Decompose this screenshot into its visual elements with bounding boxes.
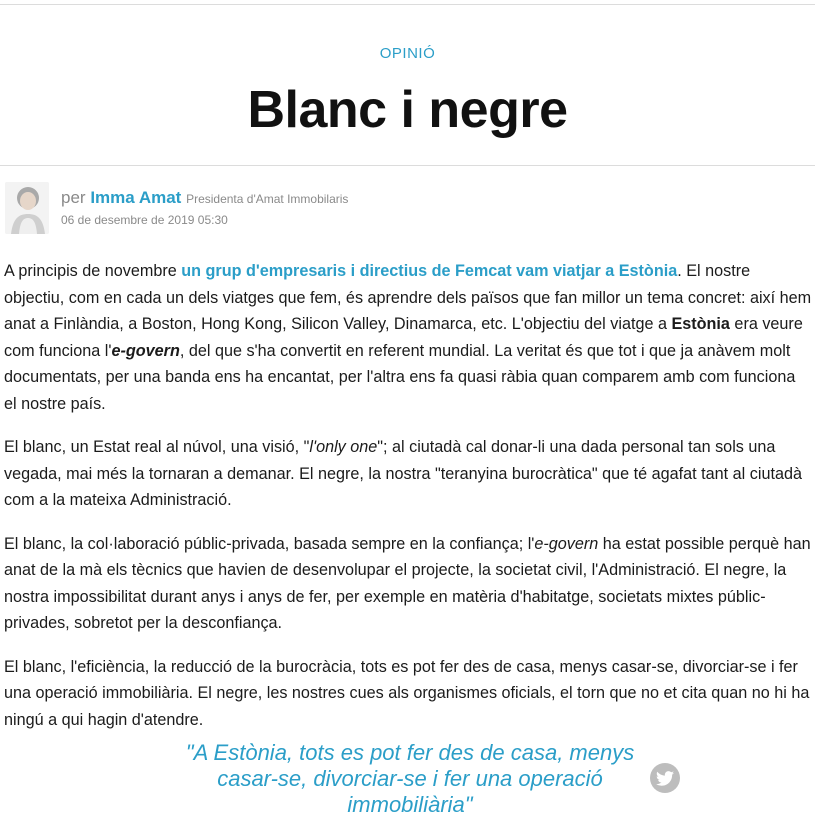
publish-date: 06 de desembre de 2019 05:30 [61, 213, 228, 227]
author-avatar[interactable] [5, 182, 49, 234]
text-run: era veure com funciona l' [4, 315, 803, 360]
article-title: Blanc i negre [247, 81, 568, 139]
text-run: . El nostre objectiu, com en cada un dels viatges que fem, és aprendre dels països que fan millor un tema concret: així hem anat a Finlàndia, a Boston, Hong Kong, Silicon Valley, Dinamarca, etc. L'objectiu del viatge a [4, 262, 812, 333]
only-one-emphasis: l'only one [309, 438, 378, 456]
twitter-icon [656, 771, 674, 786]
article-body [4, 258, 812, 750]
paragraph-4: El blanc, l'eficiència, la reducció de la burocràcia, tots es pot fer des de casa, menys casar-se, divorciar-se i fer una operació immobiliària. El negre, les nostres cues als organismes oficials, el torn que no et cita quan no hi ha ningú a qui hagin d'atendre. [4, 657, 810, 729]
paragraph-2 [4, 434, 812, 514]
femcat-trip-link[interactable]: un grup d'empresaris i directius de Femcat vam viatjar a Estònia [181, 262, 678, 280]
author-line [61, 188, 348, 208]
text-run: , del que s'ha convertit en referent mundial. La veritat és que tot i que ja anàvem molt documentats, per una banda ens ha encantat, per l'altra ens fa quasi ràbia quan comparem amb com funciona el nostre país. [4, 341, 796, 413]
egovern-italic: e-govern [534, 534, 599, 553]
byline [5, 182, 805, 238]
paragraph-1 [4, 258, 812, 417]
tweet-quote-button[interactable] [650, 763, 680, 793]
paragraph-3 [4, 531, 812, 637]
text-run: A principis de novembre [4, 262, 182, 280]
author-name-link[interactable]: Imma Amat [90, 188, 182, 207]
text-run: "; al ciutadà cal donar-li una dada personal tan sols una vegada, mai més la tornaran a demanar. El negre, la nostra "teranyina burocràtica" que té agafat tant al ciutadà com a la mateixa Administració. [4, 438, 802, 509]
section-label[interactable]: OPINIÓ [379, 45, 436, 62]
author-role: Presidenta d'Amat Immobilaris [186, 192, 349, 206]
text-run: El blanc, un Estat real al núvol, una visió, " [4, 438, 310, 456]
pull-quote: "A Estònia, tots es pot fer des de casa, menys casar-se, divorciar-se i fer una operació immobiliària" [185, 740, 635, 817]
byline-prefix: per [61, 188, 86, 207]
top-divider [0, 4, 815, 5]
egovern-emphasis: e-govern [111, 341, 180, 360]
text-run: ha estat possible perquè han anat de la mà els tècnics que havien de desenvolupar el projecte, la societat civil, l'Administració. El negre, la nostra impossibilitat durant anys i anys de fer, per exemple en matèria d'habitatge, societats mixtes públic-privades, sobretot per la desconfiança. [4, 534, 811, 632]
estonia-bold: Estònia [671, 315, 730, 333]
header-divider [0, 165, 815, 166]
text-run: El blanc, la col·laboració públic-privada, basada sempre en la confiança; l' [4, 534, 535, 553]
author-photo-icon [5, 182, 49, 234]
